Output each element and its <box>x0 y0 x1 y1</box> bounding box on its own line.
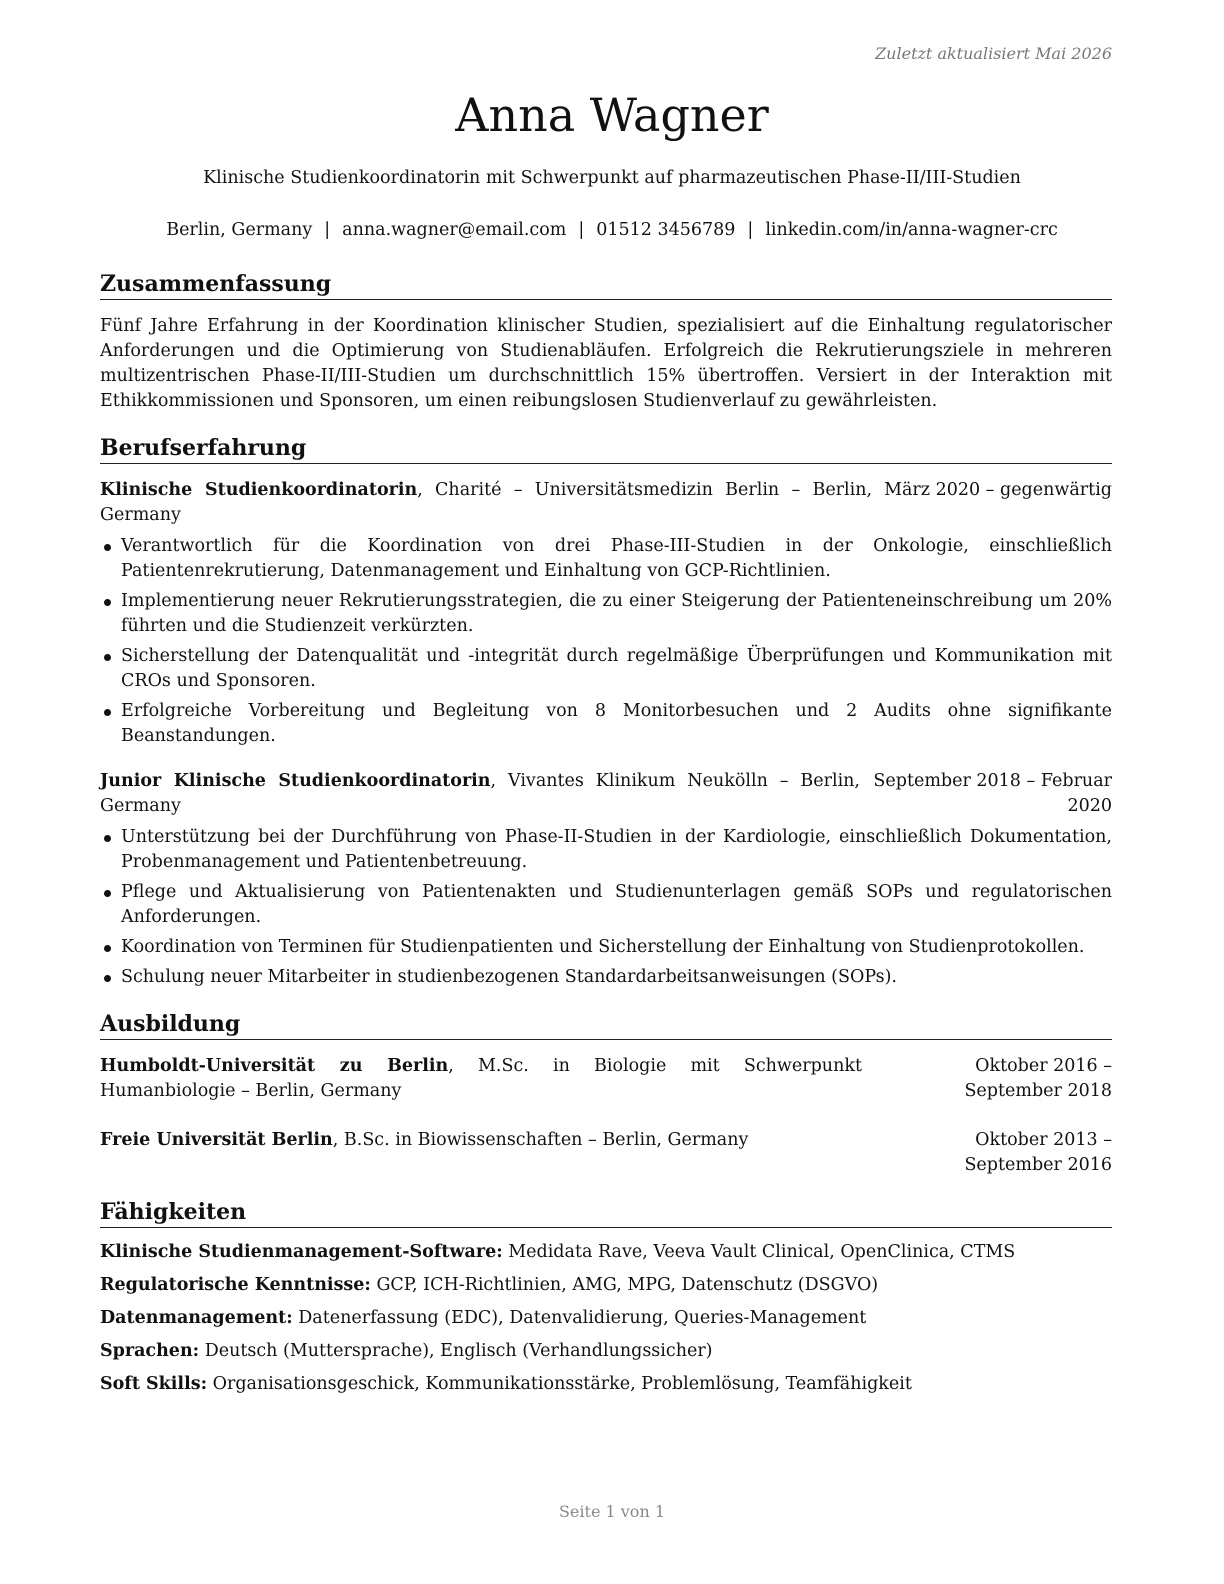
contact-email[interactable]: anna.wagner@email.com <box>342 220 567 240</box>
education-school: Freie Universität Berlin <box>100 1130 333 1150</box>
job-bullet: Unterstützung bei der Durchführung von Phase-II-Studien in der Kardiologie, einschließlich Dokumentation, Probenmanagement und Patientenbetreuung. <box>100 825 1112 875</box>
contact-phone: 01512 3456789 <box>596 220 736 240</box>
education-entry <box>100 1128 1112 1178</box>
skills-title: Fähigkeiten <box>100 1198 1112 1228</box>
skill-value: GCP, ICH-Richtlinien, AMG, MPG, Datenschutz (DSGVO) <box>370 1275 879 1295</box>
skill-label: Datenmanagement: <box>100 1308 293 1328</box>
education-school: Humboldt-Universität zu Berlin <box>100 1056 449 1076</box>
skill-label: Regulatorische Kenntnisse: <box>100 1275 371 1295</box>
skill-label: Klinische Studienmanagement-Software: <box>100 1242 503 1262</box>
job-entry <box>100 478 1112 749</box>
contact-separator: | <box>324 220 331 240</box>
job-bullet: Implementierung neuer Rekrutierungsstrategien, die zu einer Steigerung der Patienteneinschreibung um 20% führten und die Studienzeit verkürzten. <box>100 589 1112 639</box>
skill-value: Deutsch (Muttersprache), Englisch (Verhandlungssicher) <box>199 1341 713 1361</box>
skill-label: Sprachen: <box>100 1341 200 1361</box>
education-line <box>100 1054 862 1104</box>
page-number: Seite 1 von 1 <box>558 1502 666 1521</box>
job-header <box>100 478 1112 528</box>
job-bullet: Erfolgreiche Vorbereitung und Begleitung von 8 Monitorbesuchen und 2 Audits ohne signifikante Beanstandungen. <box>100 699 1112 749</box>
candidate-tagline: Klinische Studienkoordinatorin mit Schwerpunkt auf pharmazeutischen Phase-II/III-Studien <box>203 168 1021 188</box>
experience-title: Berufserfahrung <box>100 434 1112 464</box>
last-updated-note: Zuletzt aktualisiert Mai 2026 <box>875 44 1112 63</box>
education-dates: Oktober 2013 – September 2016 <box>964 1130 1112 1175</box>
job-bullet: Verantwortlich für die Koordination von drei Phase-III-Studien in der Onkologie, einschließlich Patientenrekrutierung, Datenmanagement und Einhaltung von GCP-Richtlinien. <box>100 534 1112 584</box>
skill-item <box>100 1306 1112 1331</box>
education-detail: , B.Sc. in Biowissenschaften – Berlin, Germany <box>332 1130 749 1150</box>
summary-section <box>100 270 1112 414</box>
job-dates: September 2018 – Februar 2020 <box>873 771 1112 816</box>
job-bullet: Koordination von Terminen für Studienpatienten und Sicherstellung der Einhaltung von Studienprotokollen. <box>100 935 1112 960</box>
education-section <box>100 1010 1112 1178</box>
contact-location: Berlin, Germany <box>166 220 313 240</box>
job-bullet: Pflege und Aktualisierung von Patientenakten und Studienunterlagen gemäß SOPs und regulatorischen Anforderungen. <box>100 880 1112 930</box>
summary-text: Fünf Jahre Erfahrung in der Koordination klinischer Studien, spezialisiert auf die Einhaltung regulatorischer Anforderungen und die Optimierung von Studienabläufen. Erfolgreich die Rekrutierungsziele in mehreren multizentrischen Phase-II/III-Studien um durchschnittlich 15% übertroffen. Versiert in der Interaktion mit Ethikkommissionen und Sponsoren, um einen reibungslosen Studienverlauf zu gewährleisten. <box>100 316 1112 411</box>
contact-linkedin[interactable]: linkedin.com/in/anna-wagner-crc <box>765 220 1058 240</box>
skill-value: Organisationsgeschick, Kommunikationsstärke, Problemlösung, Teamfähigkeit <box>207 1374 912 1394</box>
education-title: Ausbildung <box>100 1010 1112 1040</box>
education-dates: Oktober 2016 – September 2018 <box>964 1056 1112 1101</box>
job-role: Junior Klinische Studienkoordinatorin <box>100 771 491 791</box>
skills-section <box>100 1198 1112 1397</box>
skill-item <box>100 1273 1112 1298</box>
job-bullet: Sicherstellung der Datenqualität und -integrität durch regelmäßige Überprüfungen und Kommunikation mit CROs und Sponsoren. <box>100 644 1112 694</box>
job-bullet: Schulung neuer Mitarbeiter in studienbezogenen Standardarbeitsanweisungen (SOPs). <box>100 965 1112 990</box>
job-header <box>100 769 1112 819</box>
summary-title: Zusammenfassung <box>100 270 1112 300</box>
education-entry <box>100 1054 1112 1104</box>
skill-value: Medidata Rave, Veeva Vault Clinical, OpenClinica, CTMS <box>502 1242 1016 1262</box>
job-title-line <box>100 478 872 528</box>
job-org: , Charité – Universitätsmedizin Berlin – Berlin, Germany <box>100 480 873 525</box>
skill-item <box>100 1240 1112 1265</box>
job-dates: März 2020 – gegenwärtig <box>884 480 1112 500</box>
contact-separator: | <box>747 220 754 240</box>
job-entry <box>100 769 1112 990</box>
experience-section <box>100 434 1112 990</box>
job-bullets <box>100 825 1112 990</box>
contact-line <box>0 220 1224 240</box>
education-line <box>100 1128 862 1153</box>
resume-content <box>100 270 1112 1397</box>
candidate-name: Anna Wagner <box>455 88 769 142</box>
skill-label: Soft Skills: <box>100 1374 208 1394</box>
job-title-line <box>100 769 860 819</box>
skill-item <box>100 1339 1112 1364</box>
skill-item <box>100 1372 1112 1397</box>
skill-value: Datenerfassung (EDC), Datenvalidierung, Queries-Management <box>292 1308 867 1328</box>
skills-list <box>100 1240 1112 1397</box>
job-org: , Vivantes Klinikum Neukölln – Berlin, Germany <box>100 771 860 816</box>
job-role: Klinische Studienkoordinatorin <box>100 480 418 500</box>
education-detail: , M.Sc. in Biologie mit Schwerpunkt Humanbiologie – Berlin, Germany <box>100 1056 862 1101</box>
contact-separator: | <box>578 220 585 240</box>
job-bullets <box>100 534 1112 749</box>
